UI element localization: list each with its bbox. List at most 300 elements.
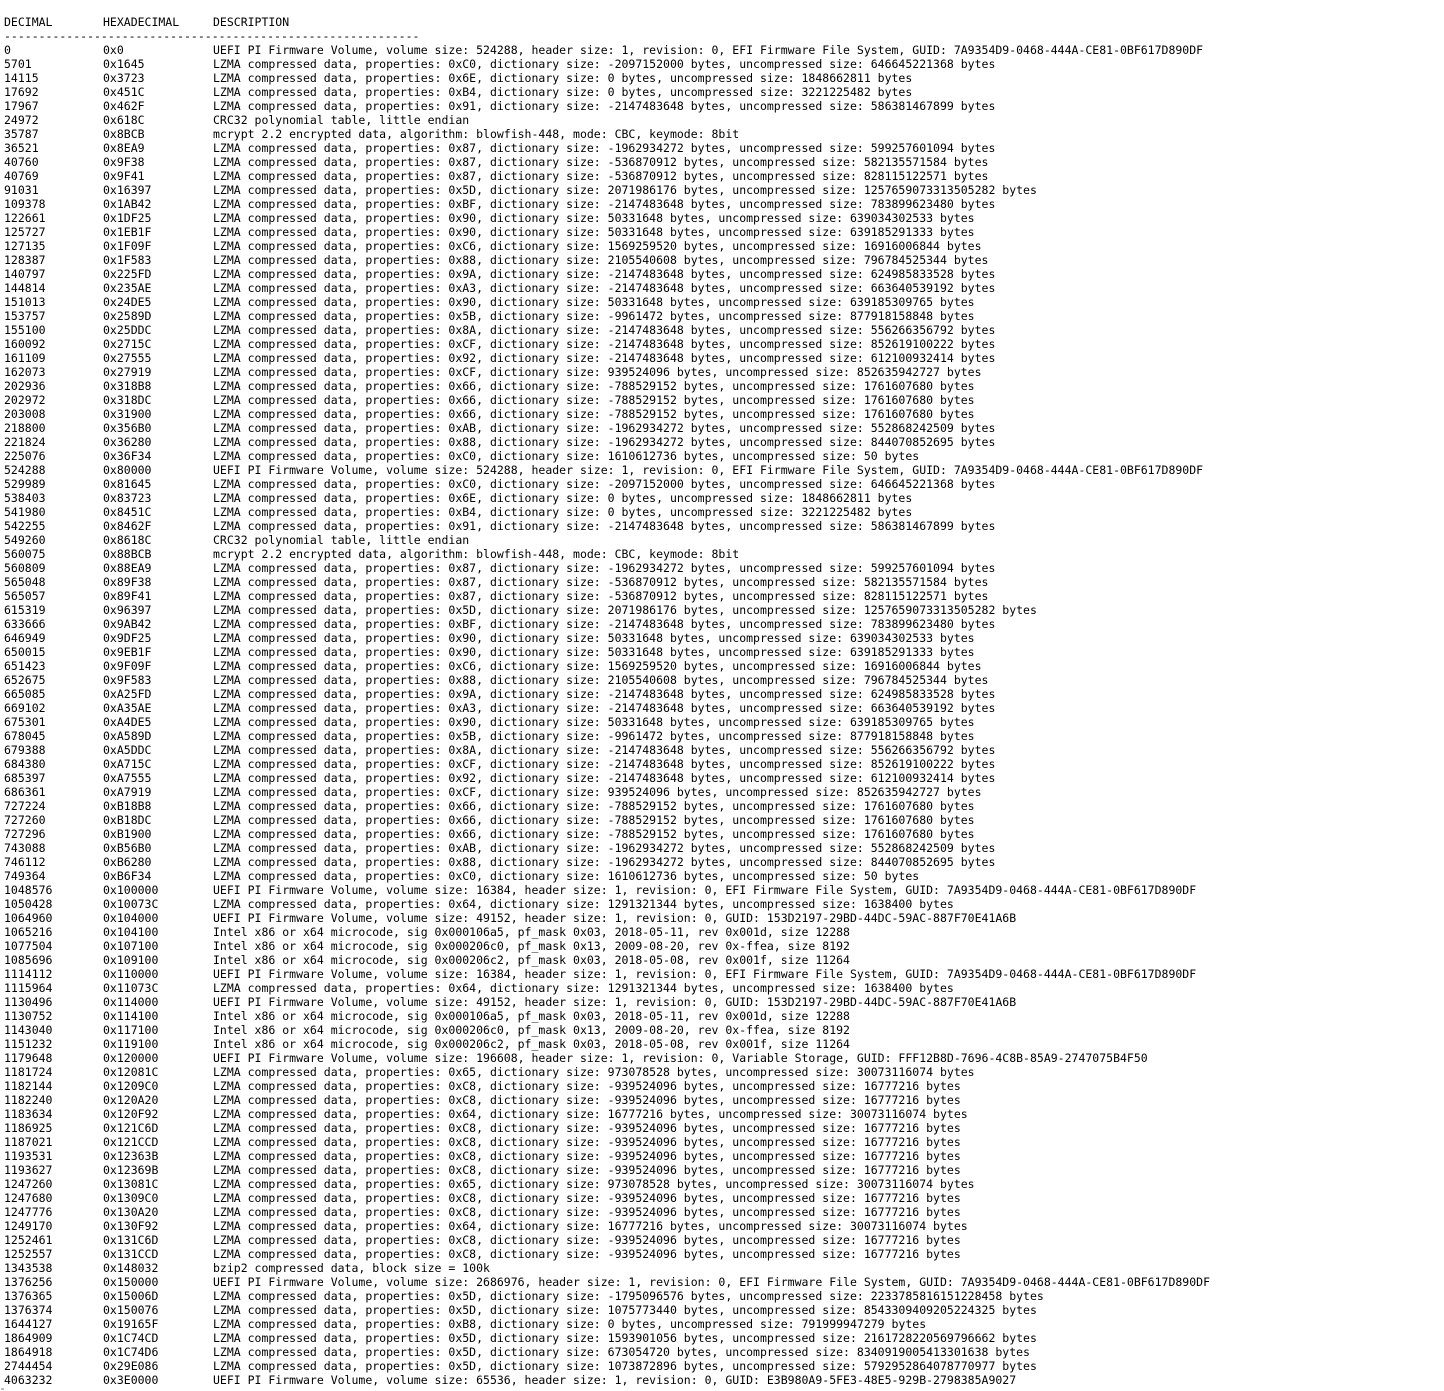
table-row: [4, 533, 1444, 547]
cell-description: LZMA compressed data, properties: 0xAB, dictionary size: -1962934272 bytes, uncompressed size: 552868242509 bytes: [213, 841, 996, 855]
cell-decimal: 0: [4, 43, 11, 57]
cell-hexadecimal: 0x318DC: [103, 393, 152, 407]
cell-hexadecimal: 0x451C: [103, 85, 145, 99]
cell-description: UEFI PI Firmware Volume, volume size: 196608, header size: 1, revision: 0, Variable Storage, GUID: FFF12B8D-7696-4C8B-85A9-2747075B4F50: [213, 1051, 1148, 1065]
table-row: [4, 1121, 1444, 1135]
cell-description: UEFI PI Firmware Volume, volume size: 49152, header size: 1, revision: 0, GUID: 153D2197-29BD-44DC-59AC-887F70E41A6B: [213, 911, 1017, 925]
table-row: [4, 757, 1444, 771]
cell-hexadecimal: 0xB18DC: [103, 813, 152, 827]
table-row: [4, 1345, 1444, 1359]
cell-decimal: 1181724: [4, 1065, 53, 1079]
table-row: [4, 897, 1444, 911]
cell-decimal: 633666: [4, 617, 46, 631]
table-row: [4, 99, 1444, 113]
cell-hexadecimal: 0x8BCB: [103, 127, 145, 141]
cell-decimal: 1130752: [4, 1009, 53, 1023]
cell-decimal: 565048: [4, 575, 46, 589]
cursor-artifact: [1, 1388, 4, 1390]
cell-decimal: 1187021: [4, 1135, 53, 1149]
cell-decimal: 162073: [4, 365, 46, 379]
cell-hexadecimal: 0x13081C: [103, 1177, 159, 1191]
cell-hexadecimal: 0x81645: [103, 477, 152, 491]
table-row: [4, 1205, 1444, 1219]
cell-hexadecimal: 0x120000: [103, 1051, 159, 1065]
cell-hexadecimal: 0x36F34: [103, 449, 152, 463]
cell-description: UEFI PI Firmware Volume, volume size: 2686976, header size: 1, revision: 0, EFI Firmware File System, GUID: 7A9354D9-0468-444A-CE81-0BF617D890DF: [213, 1275, 1210, 1289]
cell-description: Intel x86 or x64 microcode, sig 0x000206c2, pf_mask 0x03, 2018-05-08, rev 0x001f, size 11264: [213, 1037, 850, 1051]
cell-hexadecimal: 0x1C74CD: [103, 1331, 159, 1345]
cell-hexadecimal: 0x225FD: [103, 267, 152, 281]
cell-decimal: 1151232: [4, 1037, 53, 1051]
cell-description: LZMA compressed data, properties: 0x87, dictionary size: -536870912 bytes, uncompressed size: 828115122571 bytes: [213, 589, 989, 603]
cell-description: LZMA compressed data, properties: 0xCF, dictionary size: -2147483648 bytes, uncompressed size: 852619100222 bytes: [213, 337, 996, 351]
cell-description: UEFI PI Firmware Volume, volume size: 16384, header size: 1, revision: 0, EFI Firmware File System, GUID: 7A9354D9-0468-444A-CE81-0BF617D890DF: [213, 883, 1197, 897]
table-row: [4, 771, 1444, 785]
cell-description: LZMA compressed data, properties: 0x88, dictionary size: -1962934272 bytes, uncompressed size: 844070852695 bytes: [213, 855, 996, 869]
table-row: [4, 869, 1444, 883]
cell-decimal: 1143040: [4, 1023, 53, 1037]
cell-description: LZMA compressed data, properties: 0xA3, dictionary size: -2147483648 bytes, uncompressed size: 663640539192 bytes: [213, 281, 996, 295]
cell-description: LZMA compressed data, properties: 0xC6, dictionary size: 1569259520 bytes, uncompressed size: 16916006844 bytes: [213, 659, 982, 673]
cell-description: LZMA compressed data, properties: 0x87, dictionary size: -1962934272 bytes, uncompressed size: 599257601094 bytes: [213, 561, 996, 575]
table-row: [4, 729, 1444, 743]
table-row: [4, 211, 1444, 225]
cell-description: LZMA compressed data, properties: 0x87, dictionary size: -1962934272 bytes, uncompressed size: 599257601094 bytes: [213, 141, 996, 155]
cell-decimal: 524288: [4, 463, 46, 477]
cell-decimal: 560809: [4, 561, 46, 575]
cell-description: LZMA compressed data, properties: 0x6E, dictionary size: 0 bytes, uncompressed size: 1848662811 bytes: [213, 491, 913, 505]
cell-decimal: 675301: [4, 715, 46, 729]
cell-decimal: 5701: [4, 57, 32, 71]
cell-description: Intel x86 or x64 microcode, sig 0x000206c0, pf_mask 0x13, 2009-08-20, rev 0x-ffea, size 8192: [213, 939, 850, 953]
table-row: [4, 253, 1444, 267]
cell-description: CRC32 polynomial table, little endian: [213, 113, 470, 127]
cell-decimal: 122661: [4, 211, 46, 225]
cell-hexadecimal: 0x121CCD: [103, 1135, 159, 1149]
cell-decimal: 40769: [4, 169, 39, 183]
table-row: [4, 603, 1444, 617]
cell-hexadecimal: 0x2589D: [103, 309, 152, 323]
table-row: [4, 645, 1444, 659]
cell-decimal: 1252461: [4, 1233, 53, 1247]
cell-decimal: 727224: [4, 799, 46, 813]
cell-description: LZMA compressed data, properties: 0x88, dictionary size: -1962934272 bytes, uncompressed size: 844070852695 bytes: [213, 435, 996, 449]
cell-hexadecimal: 0x9EB1F: [103, 645, 152, 659]
table-row: [4, 1065, 1444, 1079]
cell-description: LZMA compressed data, properties: 0x92, dictionary size: -2147483648 bytes, uncompressed size: 612100932414 bytes: [213, 351, 996, 365]
table-row: [4, 1177, 1444, 1191]
cell-hexadecimal: 0xB56B0: [103, 841, 152, 855]
table-row: [4, 1135, 1444, 1149]
cell-decimal: 1085696: [4, 953, 53, 967]
table-row: [4, 1359, 1444, 1373]
cell-hexadecimal: 0xB1900: [103, 827, 152, 841]
cell-decimal: 160092: [4, 337, 46, 351]
cell-decimal: 1247776: [4, 1205, 53, 1219]
cell-description: LZMA compressed data, properties: 0x64, dictionary size: 16777216 bytes, uncompressed size: 30073116074 bytes: [213, 1219, 968, 1233]
cell-description: LZMA compressed data, properties: 0xAB, dictionary size: -1962934272 bytes, uncompressed size: 552868242509 bytes: [213, 421, 996, 435]
cell-hexadecimal: 0x25DDC: [103, 323, 152, 337]
cell-decimal: 17692: [4, 85, 39, 99]
cell-decimal: 140797: [4, 267, 46, 281]
scan-results-table: [4, 43, 1444, 1387]
table-row: [4, 505, 1444, 519]
cell-description: LZMA compressed data, properties: 0x5D, dictionary size: -1795096576 bytes, uncompressed size: 2233785816151228458 bytes: [213, 1289, 1044, 1303]
cell-description: LZMA compressed data, properties: 0xC8, dictionary size: -939524096 bytes, uncompressed size: 16777216 bytes: [213, 1093, 961, 1107]
cell-decimal: 40760: [4, 155, 39, 169]
cell-hexadecimal: 0x462F: [103, 99, 145, 113]
cell-decimal: 679388: [4, 743, 46, 757]
cell-decimal: 1249170: [4, 1219, 53, 1233]
cell-hexadecimal: 0x120A20: [103, 1093, 159, 1107]
cell-description: LZMA compressed data, properties: 0xC8, dictionary size: -939524096 bytes, uncompressed size: 16777216 bytes: [213, 1163, 961, 1177]
cell-hexadecimal: 0x88BCB: [103, 547, 152, 561]
table-row: [4, 1373, 1444, 1387]
cell-hexadecimal: 0x9F583: [103, 673, 152, 687]
cell-decimal: 1064960: [4, 911, 53, 925]
table-row: [4, 1149, 1444, 1163]
cell-hexadecimal: 0x3723: [103, 71, 145, 85]
cell-description: UEFI PI Firmware Volume, volume size: 524288, header size: 1, revision: 0, EFI Firmware File System, GUID: 7A9354D9-0468-444A-CE81-0BF617D890DF: [213, 43, 1204, 57]
cell-hexadecimal: 0x36280: [103, 435, 152, 449]
table-row: [4, 323, 1444, 337]
cell-decimal: 1343538: [4, 1261, 53, 1275]
cell-decimal: 151013: [4, 295, 46, 309]
cell-description: LZMA compressed data, properties: 0xA3, dictionary size: -2147483648 bytes, uncompressed size: 663640539192 bytes: [213, 701, 996, 715]
cell-hexadecimal: 0x9DF25: [103, 631, 152, 645]
cell-description: LZMA compressed data, properties: 0xC0, dictionary size: 1610612736 bytes, uncompressed size: 50 bytes: [213, 869, 920, 883]
cell-decimal: 538403: [4, 491, 46, 505]
cell-description: LZMA compressed data, properties: 0x90, dictionary size: 50331648 bytes, uncompressed size: 639185291333 bytes: [213, 225, 975, 239]
cell-description: LZMA compressed data, properties: 0x66, dictionary size: -788529152 bytes, uncompressed size: 1761607680 bytes: [213, 813, 975, 827]
column-header-description: DESCRIPTION: [213, 15, 290, 29]
table-row: [4, 967, 1444, 981]
cell-description: LZMA compressed data, properties: 0x9A, dictionary size: -2147483648 bytes, uncompressed size: 624985833528 bytes: [213, 267, 996, 281]
cell-description: LZMA compressed data, properties: 0x87, dictionary size: -536870912 bytes, uncompressed size: 582135571584 bytes: [213, 575, 989, 589]
cell-decimal: 127135: [4, 239, 46, 253]
table-row: [4, 113, 1444, 127]
cell-hexadecimal: 0x100000: [103, 883, 159, 897]
table-row: [4, 925, 1444, 939]
table-row: [4, 617, 1444, 631]
cell-description: LZMA compressed data, properties: 0x66, dictionary size: -788529152 bytes, uncompressed size: 1761607680 bytes: [213, 799, 975, 813]
cell-decimal: 36521: [4, 141, 39, 155]
cell-hexadecimal: 0x96397: [103, 603, 152, 617]
cell-hexadecimal: 0x117100: [103, 1023, 159, 1037]
cell-decimal: 1193627: [4, 1163, 53, 1177]
table-row: [4, 71, 1444, 85]
cell-decimal: 1065216: [4, 925, 53, 939]
cell-description: LZMA compressed data, properties: 0x90, dictionary size: 50331648 bytes, uncompressed size: 639034302533 bytes: [213, 631, 975, 645]
cell-hexadecimal: 0xA35AE: [103, 701, 152, 715]
table-row: [4, 393, 1444, 407]
cell-description: LZMA compressed data, properties: 0xC8, dictionary size: -939524096 bytes, uncompressed size: 16777216 bytes: [213, 1233, 961, 1247]
cell-decimal: 1252557: [4, 1247, 53, 1261]
cell-decimal: 153757: [4, 309, 46, 323]
cell-hexadecimal: 0x27555: [103, 351, 152, 365]
table-row: [4, 883, 1444, 897]
cell-description: UEFI PI Firmware Volume, volume size: 524288, header size: 1, revision: 0, EFI Firmware File System, GUID: 7A9354D9-0468-444A-CE81-0BF617D890DF: [213, 463, 1204, 477]
cell-hexadecimal: 0x235AE: [103, 281, 152, 295]
cell-hexadecimal: 0x9AB42: [103, 617, 152, 631]
separator-line: ------------------------------------------------------------: [4, 29, 420, 43]
cell-description: LZMA compressed data, properties: 0x92, dictionary size: -2147483648 bytes, uncompressed size: 612100932414 bytes: [213, 771, 996, 785]
cell-description: UEFI PI Firmware Volume, volume size: 65536, header size: 1, revision: 0, GUID: E3B980A9-5FE3-48E5-929B-2798385A9027: [213, 1373, 1017, 1387]
cell-description: LZMA compressed data, properties: 0x5D, dictionary size: 673054720 bytes, uncompressed size: 8340919005413301638 bytes: [213, 1345, 1030, 1359]
cell-description: LZMA compressed data, properties: 0xC0, dictionary size: 1610612736 bytes, uncompressed size: 50 bytes: [213, 449, 920, 463]
table-row: [4, 337, 1444, 351]
table-row: [4, 687, 1444, 701]
cell-decimal: 1193531: [4, 1149, 53, 1163]
cell-description: LZMA compressed data, properties: 0x90, dictionary size: 50331648 bytes, uncompressed size: 639034302533 bytes: [213, 211, 975, 225]
table-row: [4, 141, 1444, 155]
cell-hexadecimal: 0xA4DE5: [103, 715, 152, 729]
cell-decimal: 749364: [4, 869, 46, 883]
cell-description: LZMA compressed data, properties: 0xBF, dictionary size: -2147483648 bytes, uncompressed size: 783899623480 bytes: [213, 197, 996, 211]
cell-decimal: 1644127: [4, 1317, 53, 1331]
table-row: [4, 421, 1444, 435]
cell-description: LZMA compressed data, properties: 0x87, dictionary size: -536870912 bytes, uncompressed size: 828115122571 bytes: [213, 169, 989, 183]
cell-description: Intel x86 or x64 microcode, sig 0x000106a5, pf_mask 0x03, 2018-05-11, rev 0x001d, size 12288: [213, 925, 850, 939]
table-row: [4, 561, 1444, 575]
table-row: [4, 127, 1444, 141]
cell-description: LZMA compressed data, properties: 0xC8, dictionary size: -939524096 bytes, uncompressed size: 16777216 bytes: [213, 1149, 961, 1163]
table-row: [4, 547, 1444, 561]
cell-description: LZMA compressed data, properties: 0x8A, dictionary size: -2147483648 bytes, uncompressed size: 556266356792 bytes: [213, 323, 996, 337]
cell-decimal: 1130496: [4, 995, 53, 1009]
cell-description: mcrypt 2.2 encrypted data, algorithm: blowfish-448, mode: CBC, keymode: 8bit: [213, 547, 740, 561]
cell-description: LZMA compressed data, properties: 0xC8, dictionary size: -939524096 bytes, uncompressed size: 16777216 bytes: [213, 1191, 961, 1205]
table-row: [4, 1107, 1444, 1121]
cell-description: LZMA compressed data, properties: 0x87, dictionary size: -536870912 bytes, uncompressed size: 582135571584 bytes: [213, 155, 989, 169]
cell-decimal: 665085: [4, 687, 46, 701]
cell-hexadecimal: 0x83723: [103, 491, 152, 505]
cell-hexadecimal: 0xA5DDC: [103, 743, 152, 757]
cell-description: LZMA compressed data, properties: 0x66, dictionary size: -788529152 bytes, uncompressed size: 1761607680 bytes: [213, 827, 975, 841]
table-row: [4, 813, 1444, 827]
table-row: [4, 407, 1444, 421]
table-row: [4, 351, 1444, 365]
cell-hexadecimal: 0x1F09F: [103, 239, 152, 253]
table-row: [4, 841, 1444, 855]
cell-description: LZMA compressed data, properties: 0x5D, dictionary size: 1593901056 bytes, uncompressed size: 2161728220569796662 bytes: [213, 1331, 1037, 1345]
cell-description: LZMA compressed data, properties: 0xC8, dictionary size: -939524096 bytes, uncompressed size: 16777216 bytes: [213, 1079, 961, 1093]
table-row: [4, 575, 1444, 589]
cell-hexadecimal: 0x356B0: [103, 421, 152, 435]
cell-decimal: 225076: [4, 449, 46, 463]
table-row: [4, 225, 1444, 239]
cell-hexadecimal: 0x9F41: [103, 169, 145, 183]
cell-description: LZMA compressed data, properties: 0x5D, dictionary size: 1073872896 bytes, uncompressed size: 5792952864078770977 bytes: [213, 1359, 1037, 1373]
cell-description: LZMA compressed data, properties: 0x64, dictionary size: 1291321344 bytes, uncompressed size: 1638400 bytes: [213, 897, 954, 911]
cell-decimal: 669102: [4, 701, 46, 715]
cell-hexadecimal: 0x109100: [103, 953, 159, 967]
cell-hexadecimal: 0xA7555: [103, 771, 152, 785]
cell-hexadecimal: 0x80000: [103, 463, 152, 477]
cell-decimal: 161109: [4, 351, 46, 365]
cell-decimal: 1247680: [4, 1191, 53, 1205]
cell-hexadecimal: 0x131CCD: [103, 1247, 159, 1261]
cell-hexadecimal: 0x150000: [103, 1275, 159, 1289]
cell-description: LZMA compressed data, properties: 0x5B, dictionary size: -9961472 bytes, uncompressed size: 877918158848 bytes: [213, 729, 975, 743]
cell-description: LZMA compressed data, properties: 0xC8, dictionary size: -939524096 bytes, uncompressed size: 16777216 bytes: [213, 1121, 961, 1135]
cell-hexadecimal: 0x8618C: [103, 533, 152, 547]
cell-description: LZMA compressed data, properties: 0x88, dictionary size: 2105540608 bytes, uncompressed size: 796784525344 bytes: [213, 253, 989, 267]
table-row: [4, 855, 1444, 869]
table-row: [4, 631, 1444, 645]
cell-description: LZMA compressed data, properties: 0xBF, dictionary size: -2147483648 bytes, uncompressed size: 783899623480 bytes: [213, 617, 996, 631]
cell-description: Intel x86 or x64 microcode, sig 0x000206c2, pf_mask 0x03, 2018-05-08, rev 0x001f, size 11264: [213, 953, 850, 967]
cell-decimal: 743088: [4, 841, 46, 855]
cell-decimal: 1048576: [4, 883, 53, 897]
cell-description: LZMA compressed data, properties: 0x90, dictionary size: 50331648 bytes, uncompressed size: 639185309765 bytes: [213, 715, 975, 729]
cell-hexadecimal: 0x89F41: [103, 589, 152, 603]
cell-hexadecimal: 0xA715C: [103, 757, 152, 771]
cell-decimal: 678045: [4, 729, 46, 743]
cell-hexadecimal: 0x19165F: [103, 1317, 159, 1331]
cell-decimal: 686361: [4, 785, 46, 799]
table-row: [4, 981, 1444, 995]
table-row: [4, 491, 1444, 505]
cell-decimal: 17967: [4, 99, 39, 113]
table-row: [4, 197, 1444, 211]
table-row: [4, 295, 1444, 309]
table-row: [4, 1079, 1444, 1093]
cell-decimal: 125727: [4, 225, 46, 239]
cell-hexadecimal: 0x1209C0: [103, 1079, 159, 1093]
cell-decimal: 685397: [4, 771, 46, 785]
cell-decimal: 1114112: [4, 967, 53, 981]
cell-description: LZMA compressed data, properties: 0x90, dictionary size: 50331648 bytes, uncompressed size: 639185291333 bytes: [213, 645, 975, 659]
cell-decimal: 727260: [4, 813, 46, 827]
cell-description: LZMA compressed data, properties: 0x65, dictionary size: 973078528 bytes, uncompressed size: 30073116074 bytes: [213, 1177, 975, 1191]
cell-description: LZMA compressed data, properties: 0xCF, dictionary size: -2147483648 bytes, uncompressed size: 852619100222 bytes: [213, 757, 996, 771]
table-row: [4, 1023, 1444, 1037]
cell-decimal: 560075: [4, 547, 46, 561]
cell-hexadecimal: 0x130F92: [103, 1219, 159, 1233]
cell-hexadecimal: 0xB6F34: [103, 869, 152, 883]
cell-description: LZMA compressed data, properties: 0xC0, dictionary size: -2097152000 bytes, uncompressed size: 646645221368 bytes: [213, 57, 996, 71]
cell-decimal: 1247260: [4, 1177, 53, 1191]
table-row: [4, 155, 1444, 169]
table-row: [4, 701, 1444, 715]
table-row: [4, 939, 1444, 953]
cell-decimal: 1376256: [4, 1275, 53, 1289]
cell-hexadecimal: 0x1F583: [103, 253, 152, 267]
cell-hexadecimal: 0xB18B8: [103, 799, 152, 813]
cell-hexadecimal: 0x114000: [103, 995, 159, 1009]
cell-hexadecimal: 0x1AB42: [103, 197, 152, 211]
cell-decimal: 91031: [4, 183, 39, 197]
table-row: [4, 1163, 1444, 1177]
cell-description: LZMA compressed data, properties: 0x91, dictionary size: -2147483648 bytes, uncompressed size: 586381467899 bytes: [213, 99, 996, 113]
cell-hexadecimal: 0x9F38: [103, 155, 145, 169]
cell-hexadecimal: 0x12363B: [103, 1149, 159, 1163]
table-row: [4, 1093, 1444, 1107]
cell-hexadecimal: 0x131C6D: [103, 1233, 159, 1247]
cell-hexadecimal: 0x8451C: [103, 505, 152, 519]
cell-description: Intel x86 or x64 microcode, sig 0x000206c0, pf_mask 0x13, 2009-08-20, rev 0x-ffea, size 8192: [213, 1023, 850, 1037]
cell-hexadecimal: 0x29E086: [103, 1359, 159, 1373]
cell-decimal: 221824: [4, 435, 46, 449]
table-row: [4, 1037, 1444, 1051]
cell-description: LZMA compressed data, properties: 0x64, dictionary size: 1291321344 bytes, uncompressed size: 1638400 bytes: [213, 981, 954, 995]
cell-hexadecimal: 0xA7919: [103, 785, 152, 799]
cell-hexadecimal: 0xA589D: [103, 729, 152, 743]
cell-description: LZMA compressed data, properties: 0x90, dictionary size: 50331648 bytes, uncompressed size: 639185309765 bytes: [213, 295, 975, 309]
cell-description: LZMA compressed data, properties: 0xB4, dictionary size: 0 bytes, uncompressed size: 3221225482 bytes: [213, 505, 913, 519]
cell-description: LZMA compressed data, properties: 0x66, dictionary size: -788529152 bytes, uncompressed size: 1761607680 bytes: [213, 393, 975, 407]
table-row: [4, 1275, 1444, 1289]
cell-decimal: 1183634: [4, 1107, 53, 1121]
cell-hexadecimal: 0x119100: [103, 1037, 159, 1051]
table-row: [4, 85, 1444, 99]
cell-hexadecimal: 0x1DF25: [103, 211, 152, 225]
cell-decimal: 1864909: [4, 1331, 53, 1345]
cell-hexadecimal: 0x150076: [103, 1303, 159, 1317]
cell-hexadecimal: 0x2715C: [103, 337, 152, 351]
cell-hexadecimal: 0x11073C: [103, 981, 159, 995]
cell-description: LZMA compressed data, properties: 0x66, dictionary size: -788529152 bytes, uncompressed size: 1761607680 bytes: [213, 407, 975, 421]
cell-hexadecimal: 0x110000: [103, 967, 159, 981]
table-row: [4, 57, 1444, 71]
cell-description: LZMA compressed data, properties: 0x5D, dictionary size: 2071986176 bytes, uncompressed size: 1257659073313505282 bytes: [213, 603, 1037, 617]
cell-description: LZMA compressed data, properties: 0xC8, dictionary size: -939524096 bytes, uncompressed size: 16777216 bytes: [213, 1205, 961, 1219]
cell-hexadecimal: 0x10073C: [103, 897, 159, 911]
cell-decimal: 652675: [4, 673, 46, 687]
cell-decimal: 1864918: [4, 1345, 53, 1359]
table-row: [4, 659, 1444, 673]
cell-hexadecimal: 0x9F09F: [103, 659, 152, 673]
cell-decimal: 1186925: [4, 1121, 53, 1135]
cell-decimal: 109378: [4, 197, 46, 211]
table-row: [4, 1219, 1444, 1233]
cell-decimal: 218800: [4, 421, 46, 435]
cell-decimal: 128387: [4, 253, 46, 267]
cell-hexadecimal: 0x8EA9: [103, 141, 145, 155]
cell-description: LZMA compressed data, properties: 0xC8, dictionary size: -939524096 bytes, uncompressed size: 16777216 bytes: [213, 1247, 961, 1261]
cell-decimal: 202972: [4, 393, 46, 407]
cell-decimal: 35787: [4, 127, 39, 141]
table-row: [4, 1233, 1444, 1247]
table-row: [4, 911, 1444, 925]
cell-hexadecimal: 0x618C: [103, 113, 145, 127]
cell-description: LZMA compressed data, properties: 0x91, dictionary size: -2147483648 bytes, uncompressed size: 586381467899 bytes: [213, 519, 996, 533]
cell-hexadecimal: 0x318B8: [103, 379, 152, 393]
cell-decimal: 203008: [4, 407, 46, 421]
column-header-decimal: DECIMAL: [4, 15, 53, 29]
table-row: [4, 267, 1444, 281]
cell-decimal: 565057: [4, 589, 46, 603]
cell-decimal: 1179648: [4, 1051, 53, 1065]
table-row: [4, 1191, 1444, 1205]
cell-hexadecimal: 0x15006D: [103, 1289, 159, 1303]
cell-description: CRC32 polynomial table, little endian: [213, 533, 470, 547]
cell-description: bzip2 compressed data, block size = 100k: [213, 1261, 490, 1275]
cell-decimal: 541980: [4, 505, 46, 519]
cell-description: LZMA compressed data, properties: 0x6E, dictionary size: 0 bytes, uncompressed size: 1848662811 bytes: [213, 71, 913, 85]
cell-description: LZMA compressed data, properties: 0x5D, dictionary size: 2071986176 bytes, uncompressed size: 1257659073313505282 bytes: [213, 183, 1037, 197]
cell-decimal: 727296: [4, 827, 46, 841]
cell-hexadecimal: 0x114100: [103, 1009, 159, 1023]
table-row: [4, 743, 1444, 757]
cell-hexadecimal: 0x120F92: [103, 1107, 159, 1121]
table-row: [4, 1331, 1444, 1345]
cell-decimal: 1077504: [4, 939, 53, 953]
cell-hexadecimal: 0x3E0000: [103, 1373, 159, 1387]
cell-hexadecimal: 0x121C6D: [103, 1121, 159, 1135]
cell-decimal: 615319: [4, 603, 46, 617]
